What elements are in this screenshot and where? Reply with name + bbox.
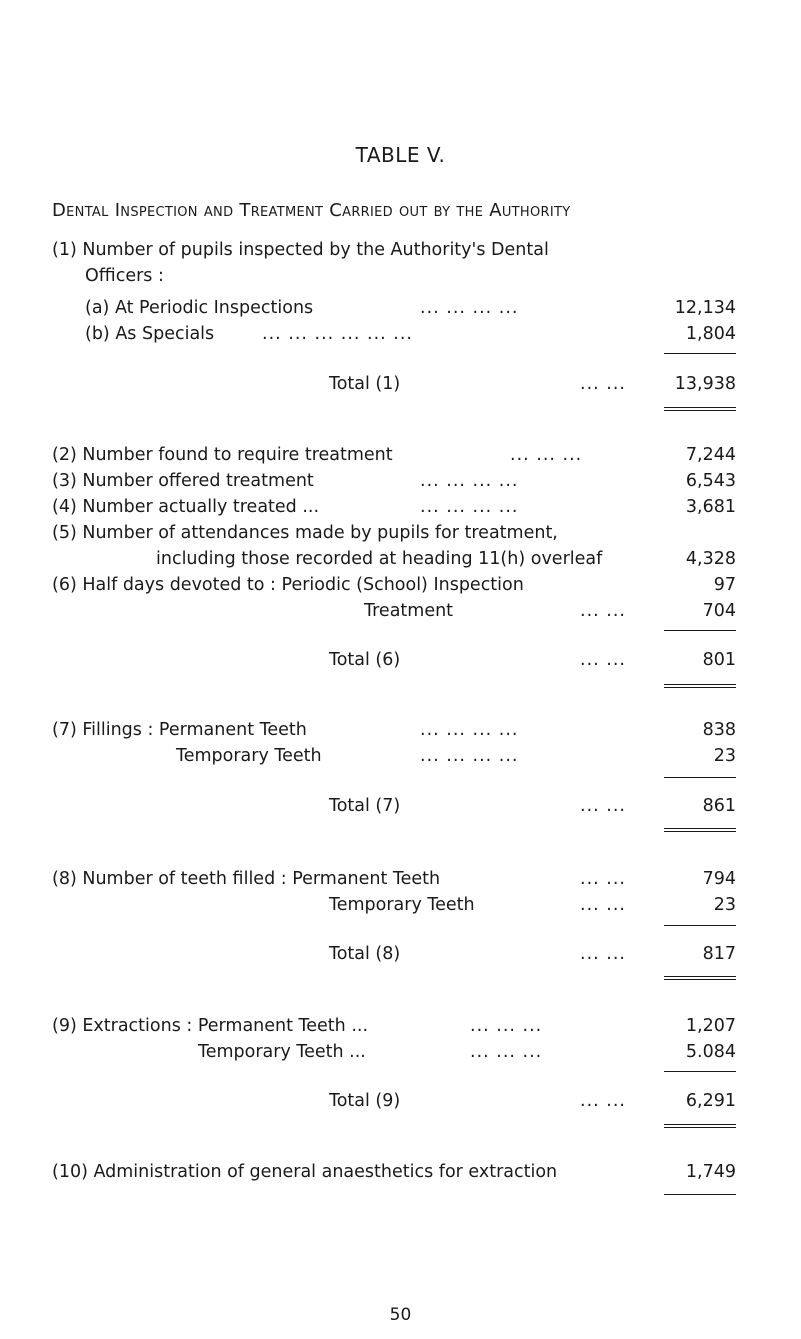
item-1a-label: (a) At Periodic Inspections — [85, 298, 314, 318]
item-7-leader-2: ... ... ... ... — [420, 746, 519, 766]
item-8-value-2: 23 — [713, 895, 736, 915]
total-double-rule — [664, 684, 736, 688]
item-6-leader-2: ... ... — [580, 601, 626, 621]
table-subtitle: Dental Inspection and Treatment Carried out by the Authority — [52, 200, 571, 221]
item-3-label: (3) Number offered treatment — [52, 471, 314, 491]
table-title: TABLE V. — [355, 143, 446, 167]
item-2-label: (2) Number found to require treatment — [52, 445, 393, 465]
total-6-leader: ... ... — [580, 650, 626, 670]
item-7-value-2: 23 — [713, 746, 736, 766]
total-6-label: Total (6) — [329, 650, 401, 670]
item-5-value: 4,328 — [685, 549, 736, 569]
item-9-label-line1: (9) Extractions : Permanent Teeth ... — [52, 1016, 369, 1036]
total-7-label: Total (7) — [329, 796, 401, 816]
total-double-rule — [664, 828, 736, 832]
item-8-leader-2: ... ... — [580, 895, 626, 915]
item-5-label-line1: (5) Number of attendances made by pupils for treatment, — [52, 523, 558, 543]
item-7-label-line1: (7) Fillings : Permanent Teeth — [52, 720, 307, 740]
item-4-value: 3,681 — [685, 497, 736, 517]
total-9-leader: ... ... — [580, 1091, 626, 1111]
item-3-value: 6,543 — [685, 471, 736, 491]
item-8-label-line2: Temporary Teeth — [329, 895, 475, 915]
item-6-label-line2: Treatment — [364, 601, 454, 621]
total-double-rule — [664, 976, 736, 980]
item-8-value-1: 794 — [702, 869, 736, 889]
total-8-value: 817 — [702, 944, 736, 964]
item-6-value-1: 97 — [713, 575, 736, 595]
total-9-value: 6,291 — [685, 1091, 736, 1111]
total-8-leader: ... ... — [580, 944, 626, 964]
item-7-leader-1: ... ... ... ... — [420, 720, 519, 740]
item-10-label: (10) Administration of general anaesthetics for extraction — [52, 1162, 558, 1182]
item-1b-leader: ... ... ... ... ... ... — [262, 324, 413, 344]
item-4-label: (4) Number actually treated ... — [52, 497, 320, 517]
subtotal-rule — [664, 777, 736, 778]
item-1a-value: 12,134 — [674, 298, 736, 318]
item-2-value: 7,244 — [685, 445, 736, 465]
total-7-value: 861 — [702, 796, 736, 816]
item-2-leader: ... ... ... — [510, 445, 583, 465]
total-1-leader: ... ... — [580, 374, 626, 394]
total-8-label: Total (8) — [329, 944, 401, 964]
item-6-value-2: 704 — [702, 601, 736, 621]
total-9-label: Total (9) — [329, 1091, 401, 1111]
item-1-label-line1: (1) Number of pupils inspected by the Authority's Dental — [52, 240, 549, 260]
item-10-value: 1,749 — [685, 1162, 736, 1182]
closing-rule — [664, 1194, 736, 1195]
total-1-label: Total (1) — [329, 374, 401, 394]
subtotal-rule — [664, 925, 736, 926]
total-double-rule — [664, 407, 736, 411]
total-1-value: 13,938 — [674, 374, 736, 394]
subtotal-rule — [664, 353, 736, 354]
total-double-rule — [664, 1124, 736, 1128]
item-1b-value: 1,804 — [685, 324, 736, 344]
subtotal-rule — [664, 630, 736, 631]
item-9-leader-1: ... ... ... — [470, 1016, 543, 1036]
page-number: 50 — [389, 1305, 412, 1325]
item-9-label-line2: Temporary Teeth ... — [198, 1042, 366, 1062]
total-6-value: 801 — [702, 650, 736, 670]
item-8-label-line1: (8) Number of teeth filled : Permanent Teeth — [52, 869, 441, 889]
item-1b-label: (b) As Specials — [85, 324, 215, 344]
item-4-leader: ... ... ... ... — [420, 497, 519, 517]
item-7-label-line2: Temporary Teeth — [176, 746, 322, 766]
item-1-label-line2: Officers : — [85, 266, 164, 286]
item-6-label-line1: (6) Half days devoted to : Periodic (School) Inspection — [52, 575, 524, 595]
item-1a-leader: ... ... ... ... — [420, 298, 519, 318]
item-3-leader: ... ... ... ... — [420, 471, 519, 491]
subtotal-rule — [664, 1071, 736, 1072]
item-5-label-line2: including those recorded at heading 11(h) overleaf — [156, 549, 603, 569]
total-7-leader: ... ... — [580, 796, 626, 816]
item-9-value-2: 5.084 — [685, 1042, 736, 1062]
item-9-leader-2: ... ... ... — [470, 1042, 543, 1062]
item-9-value-1: 1,207 — [685, 1016, 736, 1036]
item-8-leader-1: ... ... — [580, 869, 626, 889]
item-7-value-1: 838 — [702, 720, 736, 740]
